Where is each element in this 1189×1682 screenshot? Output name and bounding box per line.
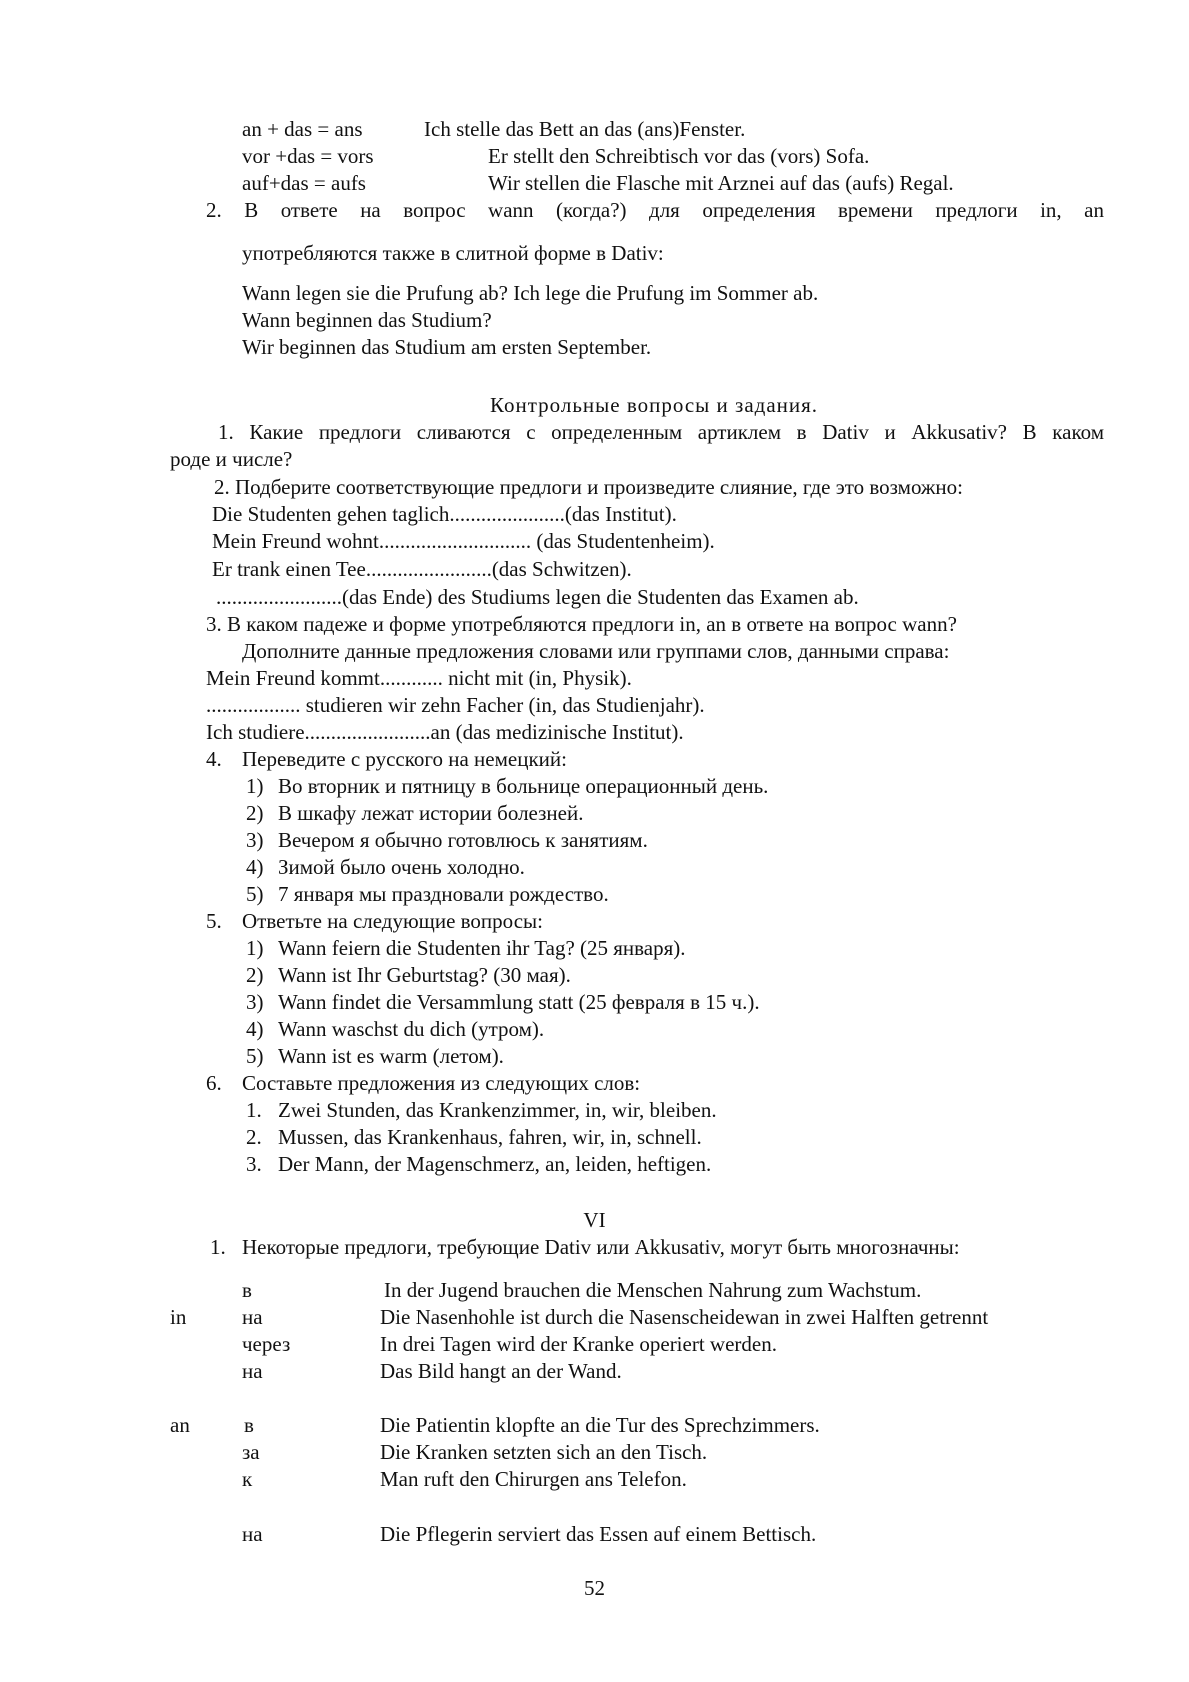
word: 1. xyxy=(218,420,234,444)
question-4-item: Зимой было очень холодно. xyxy=(278,855,525,879)
question-2-item-3: Er trank einen Tee........................(das Schwitzen). xyxy=(212,557,632,581)
question-1-continuation: роде и числе? xyxy=(170,447,293,471)
translation-ru: за xyxy=(242,1440,260,1464)
example-de: In drei Tagen wird der Kranke operiert werden. xyxy=(380,1332,777,1356)
word: и xyxy=(884,420,896,444)
question-2-item-2: Mein Freund wohnt............................. (das Studentenheim). xyxy=(212,529,715,553)
example-sentence-2: Er stellt den Schreibtisch vor das (vors) Sofa. xyxy=(488,144,870,168)
question-5-item-number: 5) xyxy=(246,1044,264,1068)
translation-ru: к xyxy=(242,1467,253,1491)
question-5-item: Wann feiern die Studenten ihr Tag? (25 января). xyxy=(278,936,686,960)
question-5-item: Wann waschst du dich (утром). xyxy=(278,1017,545,1041)
question-3-subtext: Дополните данные предложения словами или группами слов, данными справа: xyxy=(242,639,950,663)
question-4-item-number: 5) xyxy=(246,882,264,906)
question-6-item-number: 1. xyxy=(246,1098,262,1122)
word: В xyxy=(1022,420,1037,444)
question-5-item-number: 2) xyxy=(246,963,264,987)
preposition-label-in: in xyxy=(170,1305,187,1329)
point2-first-line xyxy=(206,197,1104,223)
word: предлоги xyxy=(318,420,402,444)
question-4: Переведите с русского на немецкий: xyxy=(242,747,567,771)
question-1-first-line xyxy=(218,419,1104,445)
example-de: Das Bild hangt an der Wand. xyxy=(380,1359,622,1383)
example-sentence-3: Wir stellen die Flasche mit Arznei auf das (aufs) Regal. xyxy=(488,171,954,195)
question-4-item: Во вторник и пятницу в больнице операционный день. xyxy=(278,774,769,798)
word: определения xyxy=(702,198,816,222)
question-4-item: Вечером я обычно готовлюсь к занятиям. xyxy=(278,828,648,852)
word: вопрос xyxy=(403,198,466,222)
preposition-label-an: an xyxy=(170,1413,190,1437)
question-4-item-number: 1) xyxy=(246,774,264,798)
word: 2. xyxy=(206,198,222,222)
question-4-item-number: 2) xyxy=(246,801,264,825)
point2-example-1: Wann legen sie die Prufung ab? Ich lege die Prufung im Sommer ab. xyxy=(242,281,819,305)
word: В xyxy=(244,198,259,222)
translation-ru: на xyxy=(242,1359,263,1383)
example-de: In der Jugend brauchen die Menschen Nahrung zum Wachstum. xyxy=(384,1278,922,1302)
word: Какие xyxy=(249,420,304,444)
question-6-item: Der Mann, der Magenschmerz, an, leiden, heftigen. xyxy=(278,1152,712,1176)
word: предлоги xyxy=(935,198,1018,222)
word: (когда?) xyxy=(556,198,627,222)
point2-example-2: Wann beginnen das Studium? xyxy=(242,308,492,332)
word: wann xyxy=(488,198,534,222)
question-5-item-number: 3) xyxy=(246,990,264,1014)
question-6-item-number: 2. xyxy=(246,1125,262,1149)
question-5-item: Wann findet die Versammlung statt (25 февраля в 15 ч.). xyxy=(278,990,760,1014)
word: для xyxy=(649,198,680,222)
point2-example-3: Wir beginnen das Studium am ersten September. xyxy=(242,335,652,359)
word: в xyxy=(796,420,807,444)
question-5-item-number: 1) xyxy=(246,936,264,960)
question-3-item-1: Mein Freund kommt............ nicht mit (in, Physik). xyxy=(206,666,632,690)
question-2-item-4: ........................(das Ende) des Studiums legen die Studenten das Examen ab. xyxy=(216,585,859,609)
example-de: Die Pflegerin serviert das Essen auf einem Bettisch. xyxy=(380,1522,817,1546)
translation-ru: в xyxy=(242,1278,252,1302)
question-5-item: Wann ist es warm (летом). xyxy=(278,1044,504,1068)
question-3-item-2: .................. studieren wir zehn Facher (in, das Studienjahr). xyxy=(206,693,705,717)
word: Akkusativ? xyxy=(911,420,1007,444)
example-rule-1: an + das = ans xyxy=(242,117,363,141)
translation-ru: в xyxy=(244,1413,254,1437)
word: ответе xyxy=(280,198,338,222)
question-3-item-3: Ich studiere........................an (das medizinische Institut). xyxy=(206,720,684,744)
section-title: VI xyxy=(583,1208,606,1232)
word: an xyxy=(1084,198,1104,222)
question-5: Ответьте на следующие вопросы: xyxy=(242,909,543,933)
example-de: Die Patientin klopfte an die Tur des Sprechzimmers. xyxy=(380,1413,820,1437)
example-de: Die Kranken setzten sich an den Tisch. xyxy=(380,1440,708,1464)
word: на xyxy=(360,198,381,222)
translation-ru: на xyxy=(242,1522,263,1546)
section-point-1-number: 1. xyxy=(210,1235,226,1259)
section-point-1: Некоторые предлоги, требующие Dativ или Akkusativ, могут быть многозначны: xyxy=(242,1235,960,1259)
word: времени xyxy=(838,198,913,222)
question-6: Составьте предложения из следующих слов: xyxy=(242,1071,641,1095)
translation-ru: на xyxy=(242,1305,263,1329)
question-6-item-number: 3. xyxy=(246,1152,262,1176)
question-4-number: 4. xyxy=(206,747,222,771)
translation-ru: через xyxy=(242,1332,291,1356)
question-5-number: 5. xyxy=(206,909,222,933)
question-5-item: Wann ist Ihr Geburtstag? (30 мая). xyxy=(278,963,571,987)
word: каком xyxy=(1052,420,1104,444)
question-4-item: 7 января мы праздновали рождество. xyxy=(278,882,609,906)
word: Dativ xyxy=(822,420,869,444)
question-4-item: В шкафу лежат истории болезней. xyxy=(278,801,584,825)
page-number: 52 xyxy=(584,1576,605,1600)
point2-continuation: употребляются также в слитной форме в Dativ: xyxy=(242,241,664,265)
example-de: Die Nasenhohle ist durch die Nasenscheidewan in zwei Halften getrennt xyxy=(380,1305,989,1329)
word: определенным xyxy=(551,420,683,444)
question-4-item-number: 4) xyxy=(246,855,264,879)
example-de: Man ruft den Chirurgen ans Telefon. xyxy=(380,1467,687,1491)
control-heading: Контрольные вопросы и задания. xyxy=(490,393,819,417)
question-5-item-number: 4) xyxy=(246,1017,264,1041)
question-6-item: Zwei Stunden, das Krankenzimmer, in, wir, bleiben. xyxy=(278,1098,717,1122)
example-rule-3: auf+das = aufs xyxy=(242,171,366,195)
question-6-item: Mussen, das Krankenhaus, fahren, wir, in, schnell. xyxy=(278,1125,702,1149)
question-4-item-number: 3) xyxy=(246,828,264,852)
example-rule-2: vor +das = vors xyxy=(242,144,374,168)
word: с xyxy=(526,420,536,444)
question-2: 2. Подберите соответствующие предлоги и произведите слияние, где это возможно: xyxy=(214,475,964,499)
word: in, xyxy=(1040,198,1062,222)
example-sentence-1: Ich stelle das Bett an das (ans)Fenster. xyxy=(424,117,746,141)
question-6-number: 6. xyxy=(206,1071,222,1095)
question-3: 3. В каком падеже и форме употребляются предлоги in, an в ответе на вопрос wann? xyxy=(206,612,957,636)
word: артиклем xyxy=(697,420,782,444)
word: сливаются xyxy=(416,420,511,444)
question-2-item-1: Die Studenten gehen taglich......................(das Institut). xyxy=(212,502,677,526)
